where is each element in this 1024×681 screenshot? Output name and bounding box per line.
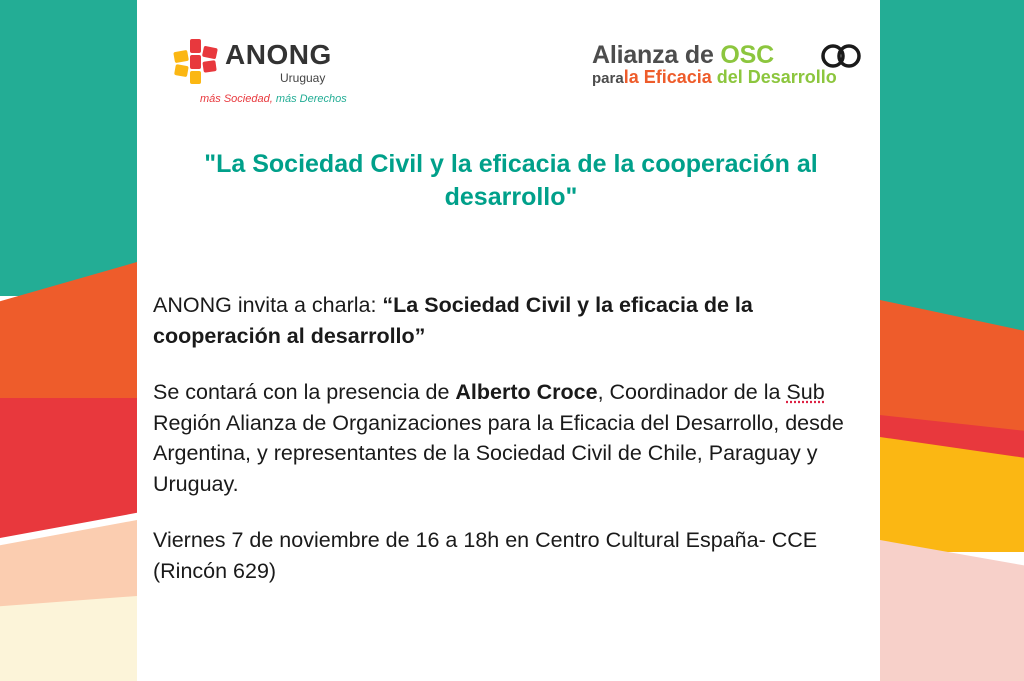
band-shape-teal — [880, 0, 1024, 333]
anong-tagline-part2: más Derechos — [272, 93, 347, 105]
speaker-role-a: , Coordinador de la — [597, 380, 787, 405]
alianza-logo — [592, 42, 862, 97]
page-title: "La Sociedad Civil y la eficacia de la cooperación al desarrollo" — [204, 150, 818, 211]
anong-tagline — [200, 93, 347, 105]
anong-wordmark: ANONG — [225, 39, 332, 70]
band-shape-cream — [0, 596, 137, 681]
linked-rings-icon — [820, 44, 862, 68]
speaker-lead: Se contará con la presencia de — [153, 380, 456, 405]
content-column — [137, 0, 880, 681]
paragraph-invitation — [153, 290, 865, 351]
speaker-name: Alberto Croce — [455, 380, 598, 405]
left-decorative-band — [0, 0, 137, 681]
band-shape-red — [0, 398, 137, 538]
alianza-text-osc: OSC — [720, 41, 774, 69]
paragraph-event-details: Viernes 7 de noviembre de 16 a 18h en Centro Cultural España- CCE (Rincón 629) — [153, 528, 818, 583]
anong-tagline-part1: más Sociedad, — [200, 93, 273, 105]
paragraph-speaker — [153, 377, 865, 499]
alianza-text-desarrollo: del Desarrollo — [716, 67, 837, 88]
anong-country-label: Uruguay — [280, 71, 326, 85]
alianza-text-alianza-de: Alianza de — [592, 41, 721, 69]
invitation-lead: ANONG invita a charla: — [153, 293, 383, 317]
alianza-text-eficacia: la Eficacia — [623, 67, 717, 88]
right-decorative-band — [880, 0, 1024, 681]
band-shape-pink — [880, 540, 1024, 681]
alianza-text-para: para — [592, 70, 624, 88]
speaker-role-sub: Sub — [786, 380, 825, 405]
anong-floral-mark-icon — [170, 37, 220, 87]
band-shape-teal — [0, 0, 137, 296]
alianza-line-2 — [592, 68, 862, 87]
anong-logo — [170, 33, 350, 113]
body-text — [153, 290, 865, 586]
invitation-talk-title: “La Sociedad Civil y la eficacia de la cooperación al desarrollo” — [153, 293, 753, 348]
speaker-role-b: Región Alianza de Organizaciones para la Eficacia del Desarrollo, desde Argentina, y representantes de la Sociedad Civil de Chile, Paraguay y Uruguay. — [153, 410, 844, 496]
